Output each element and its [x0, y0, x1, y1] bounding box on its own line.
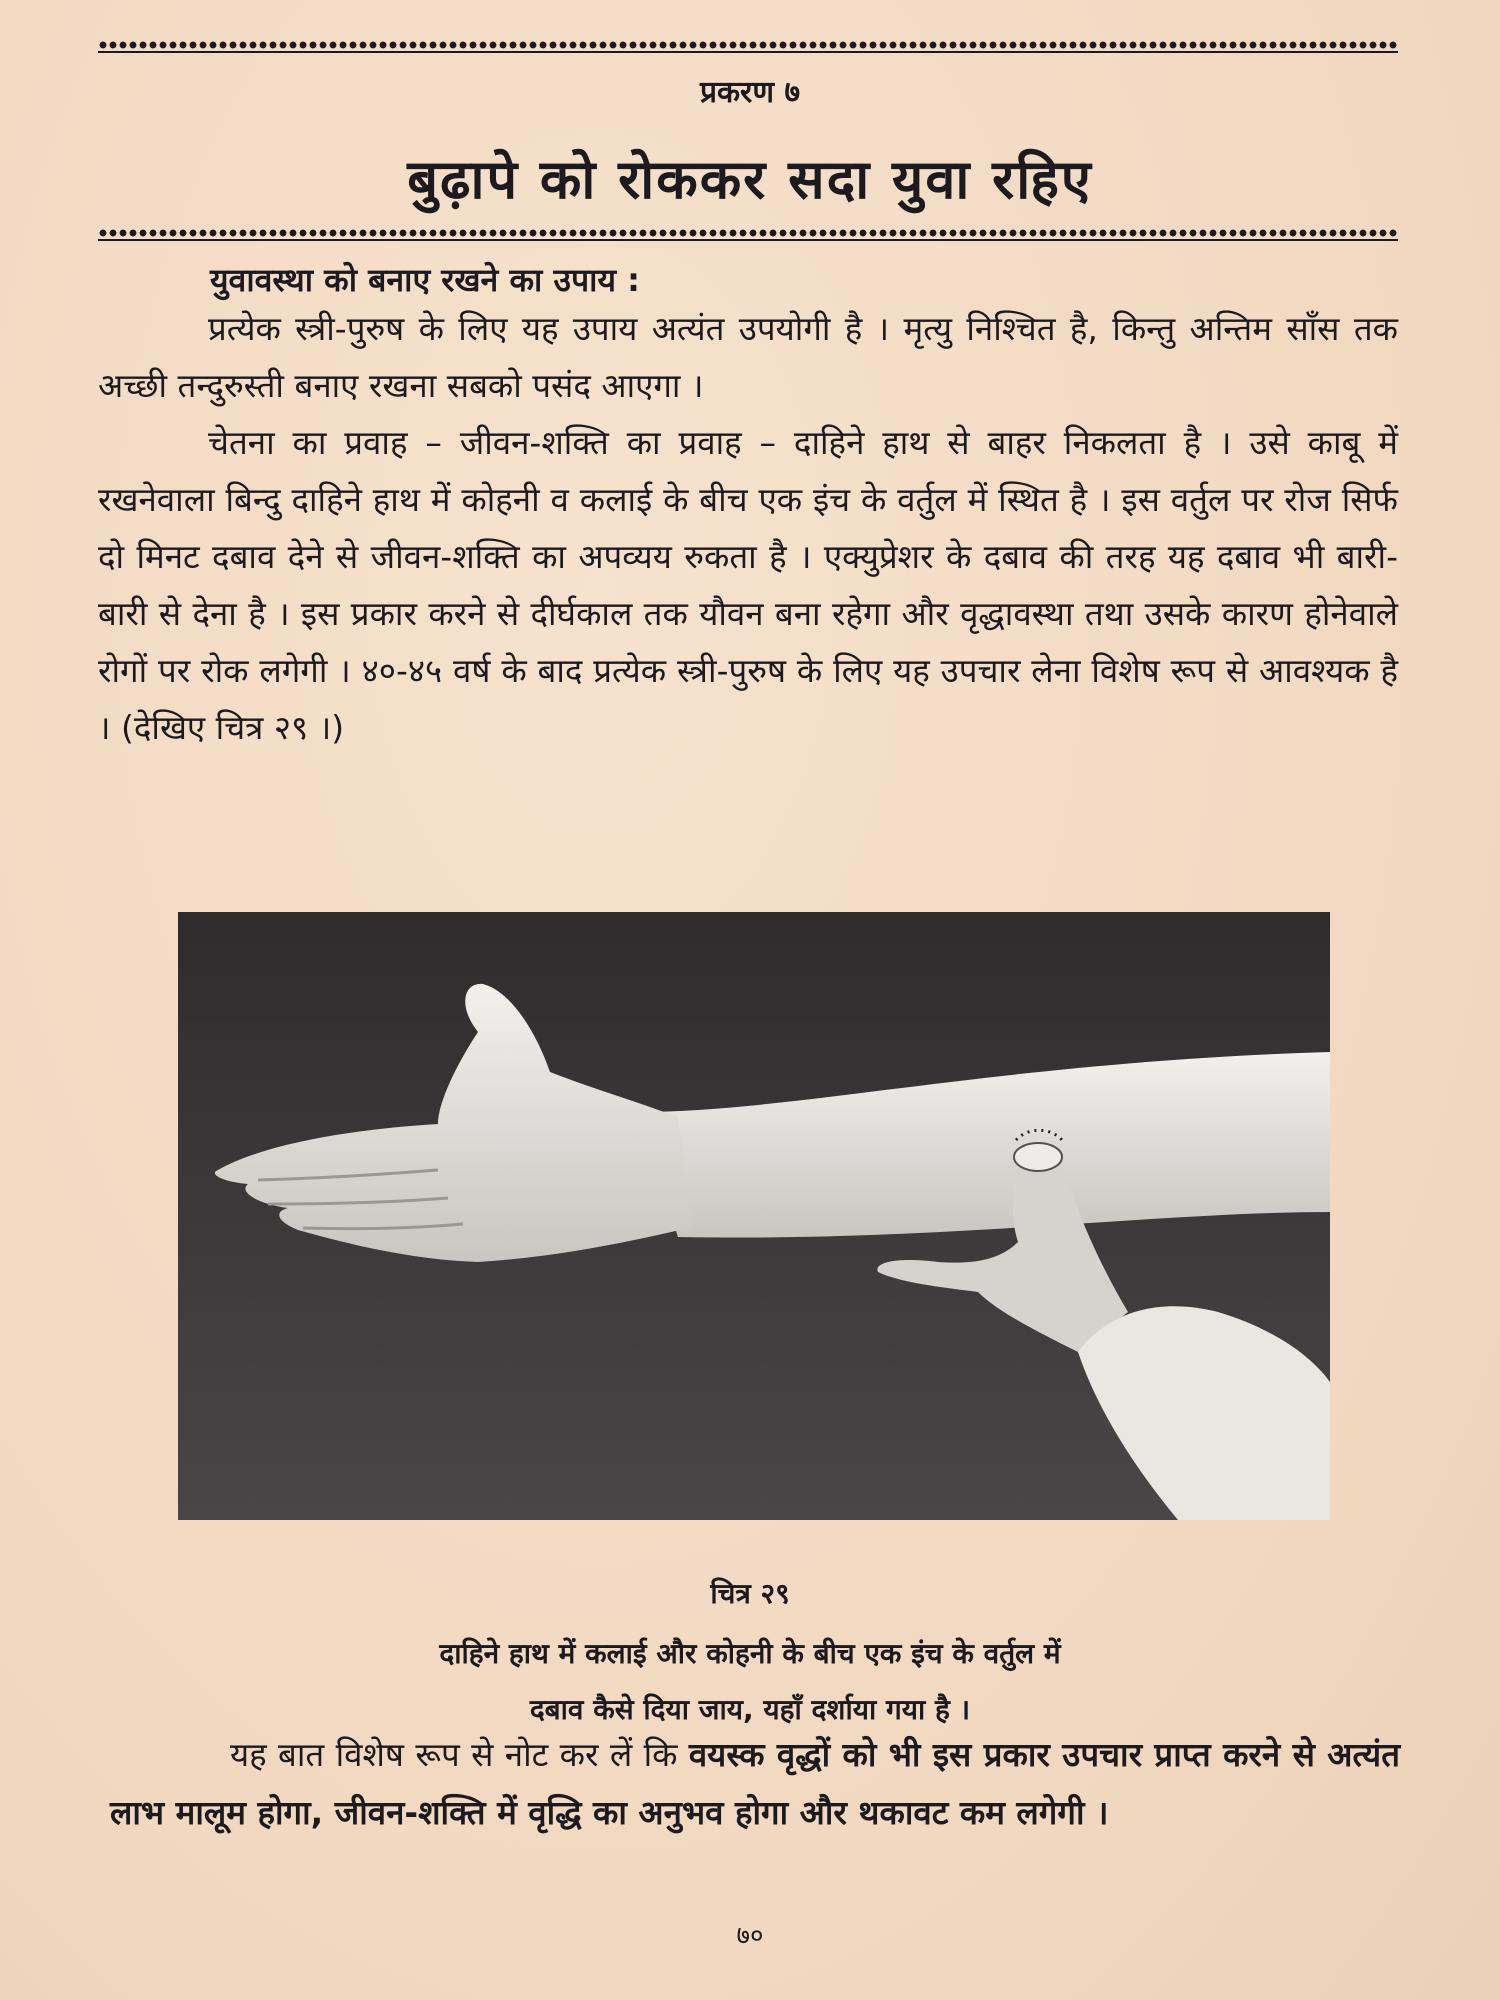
paragraph-2: चेतना का प्रवाह – जीवन-शक्ति का प्रवाह – दाहिने हाथ से बाहर निकलता है । उसे काबू में रखनेवाला बिन्दु दाहिने हाथ में कोहनी व कलाई के बीच एक इंच के वर्तुल में स्थित है । इस वर्तुल पर रोज सिर्फ दो मिनट दबाव देने से जीवन-शक्ति का अपव्यय रुकता है । एक्युप्रेशर के दबाव की तरह यह दबाव भी बारी-बारी से देना है । इस प्रकार करने से दीर्घकाल तक यौवन बना रहेगा और वृद्धावस्था तथा उसके कारण होनेवाले रोगों पर रोक लगेगी । ४०-४५ वर्ष के बाद प्रत्येक स्त्री-पुरुष के लिए यह उपचार लेना विशेष रूप से आवश्यक है । (देखिए चित्र २९ ।) [98, 423, 1398, 747]
paragraph-1: प्रत्येक स्त्री-पुरुष के लिए यह उपाय अत्यंत उपयोगी है । मृत्यु निश्चित है, किन्तु अन्तिम साँस तक अच्छी तन्दुरुस्ती बनाए रखना सबको पसंद आएगा । [98, 309, 1398, 405]
dotted-rule-bottom [98, 228, 1398, 238]
figure-caption [250, 1626, 1250, 1738]
figure-photo [178, 912, 1330, 1520]
closing-paragraph [110, 1726, 1400, 1842]
dotted-rule-top [98, 40, 1398, 50]
closing-emphasis: वयस्क वृद्धों को भी इस प्रकार उपचार प्राप्त करने से अत्यंत लाभ मालूम होगा, जीवन-शक्ति में वृद्धि का अनुभव होगा और थकावट कम लगेगी । [110, 1735, 1400, 1832]
chapter-label: प्रकरण ७ [699, 75, 801, 110]
chapter-title: बुढ़ापे को रोककर सदा युवा रहिए [407, 148, 1093, 211]
figure-caption-line-1: दाहिने हाथ में कलाई और कोहनी के बीच एक इंच के वर्तुल में [439, 1637, 1061, 1670]
page-number: ७० [736, 1921, 764, 1951]
closing-intro: यह बात विशेष रूप से नोट कर लें कि [230, 1735, 689, 1774]
section-heading: युवावस्था को बनाए रखने का उपाय : [210, 261, 640, 299]
arm-pressure-illustration [178, 912, 1330, 1520]
figure-label: चित्र २९ [710, 1577, 790, 1610]
figure-caption-line-2: दबाव कैसे दिया जाय, यहाँ दर्शाया गया है । [529, 1693, 971, 1726]
